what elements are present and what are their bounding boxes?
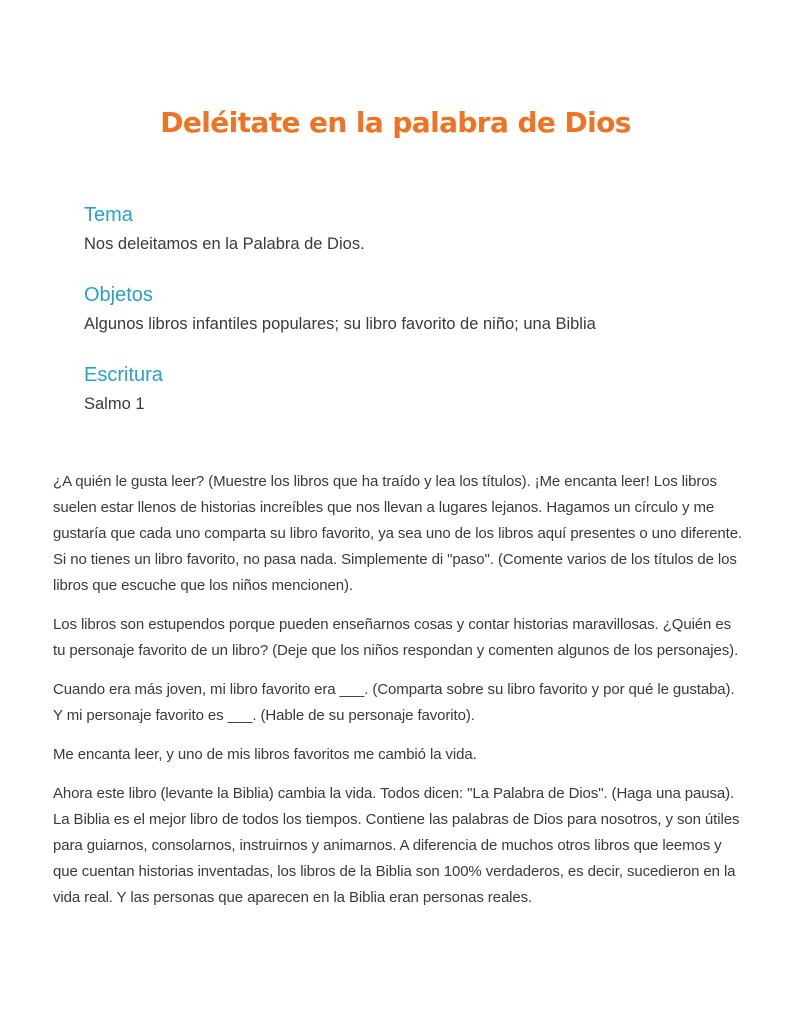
escritura-value: Salmo 1 [84,395,145,413]
escritura-label: Escritura [84,364,163,386]
meta-objetos-section [84,282,724,336]
paragraph-1: ¿A quién le gusta leer? (Muestre los libros que ha traído y lea los títulos). ¡Me encanta leer! Los libros suelen estar llenos de historias increíbles que nos llevan a lugares lejanos. Hagamos un círculo y me gustaría que cada uno comparta su libro favorito, ya sea uno de los libros aquí presentes o uno diferente. Si no tienes un libro favorito, no pasa nada. Simplemente di "paso". (Comente varios de los títulos de los libros que escuche que los niños mencionen). [53,473,743,594]
tema-value: Nos deleitamos en la Palabra de Dios. [84,235,365,253]
page-title: Deléitate en la palabra de Dios [160,106,631,139]
meta-tema-section [84,202,724,256]
paragraph-4: Me encanta leer, y uno de mis libros favoritos me cambió la vida. [53,746,477,763]
paragraph-3: Cuando era más joven, mi libro favorito era ___. (Comparta sobre su libro favorito y por qué le gustaba). Y mi personaje favorito es ___. (Hable de su personaje favorito). [53,681,735,724]
paragraph-2: Los libros son estupendos porque pueden enseñarnos cosas y contar historias maravillosas. ¿Quién es tu personaje favorito de un libro? (Deje que los niños respondan y comenten algunos de los personajes). [53,616,739,659]
paragraph-5: Ahora este libro (levante la Biblia) cambia la vida. Todos dicen: "La Palabra de Dios". (Haga una pausa). La Biblia es el mejor libro de todos los tiempos. Contiene las palabras de Dios para nosotros, y son útiles para guiarnos, consolarnos, instruirnos y animarnos. A diferencia de muchos otros libros que leemos y que cuentan historias inventadas, los libros de la Biblia son 100% verdaderos, es decir, sucedieron en la vida real. Y las personas que aparecen en la Biblia eran personas reales. [53,785,740,906]
objetos-value: Algunos libros infantiles populares; su libro favorito de niño; una Biblia [84,315,596,333]
objetos-label: Objetos [84,284,153,306]
meta-escritura-section [84,362,724,416]
body-text [53,469,743,924]
tema-label: Tema [84,204,133,226]
